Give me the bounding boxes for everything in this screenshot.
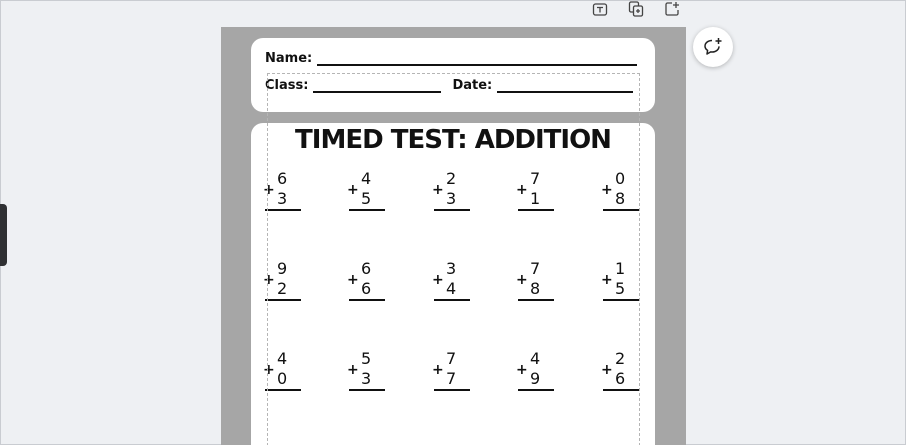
name-label: Name: <box>265 51 313 66</box>
worksheet-page[interactable] <box>221 27 686 445</box>
addition-problem <box>601 351 641 397</box>
addend-bottom: 6 <box>361 279 372 298</box>
addend-bottom: 2 <box>277 279 288 298</box>
student-info-card <box>251 38 655 112</box>
addend-top: 4 <box>277 349 288 368</box>
addition-problem <box>601 261 641 307</box>
plus-sign: + <box>263 362 275 378</box>
addend-top: 7 <box>446 349 457 368</box>
answer-line <box>434 299 470 301</box>
answer-line <box>349 209 385 211</box>
plus-sign: + <box>516 272 528 288</box>
plus-sign: + <box>516 182 528 198</box>
addition-problem <box>347 351 387 397</box>
text-box-icon[interactable] <box>592 1 608 17</box>
addition-problem <box>432 261 472 307</box>
addend-bottom: 6 <box>615 369 626 388</box>
addend-top: 2 <box>615 349 626 368</box>
answer-line <box>603 209 639 211</box>
plus-sign: + <box>432 362 444 378</box>
plus-sign: + <box>601 362 613 378</box>
class-line[interactable] <box>313 81 441 93</box>
side-panel-handle[interactable] <box>0 204 7 266</box>
addition-problem <box>263 261 303 307</box>
addend-bottom: 3 <box>446 189 457 208</box>
answer-line <box>518 299 554 301</box>
answer-line <box>265 299 301 301</box>
addend-bottom: 3 <box>361 369 372 388</box>
answer-line <box>603 299 639 301</box>
addend-top: 5 <box>361 349 372 368</box>
answer-line <box>349 299 385 301</box>
addend-bottom: 9 <box>530 369 541 388</box>
addition-problem <box>432 171 472 217</box>
addend-top: 7 <box>530 259 541 278</box>
date-label: Date: <box>452 78 493 93</box>
addition-problem <box>263 351 303 397</box>
answer-line <box>518 389 554 391</box>
addend-top: 1 <box>615 259 626 278</box>
addend-top: 6 <box>361 259 372 278</box>
addend-bottom: 4 <box>446 279 457 298</box>
addend-top: 4 <box>530 349 541 368</box>
addend-top: 0 <box>615 169 626 188</box>
answer-line <box>518 209 554 211</box>
addend-top: 7 <box>530 169 541 188</box>
answer-line <box>349 389 385 391</box>
plus-sign: + <box>601 182 613 198</box>
plus-sign: + <box>432 272 444 288</box>
addition-problem <box>516 261 556 307</box>
date-line[interactable] <box>497 81 633 93</box>
class-label: Class: <box>265 78 309 93</box>
add-page-icon[interactable] <box>664 1 680 17</box>
addition-problem <box>347 261 387 307</box>
addend-bottom: 1 <box>530 189 541 208</box>
plus-sign: + <box>432 182 444 198</box>
addend-top: 4 <box>361 169 372 188</box>
name-field[interactable] <box>265 51 637 66</box>
answer-line <box>434 209 470 211</box>
addend-top: 2 <box>446 169 457 188</box>
plus-sign: + <box>347 182 359 198</box>
addition-problem <box>432 351 472 397</box>
plus-sign: + <box>601 272 613 288</box>
plus-sign: + <box>347 272 359 288</box>
plus-sign: + <box>347 362 359 378</box>
addend-bottom: 0 <box>277 369 288 388</box>
name-line <box>317 54 637 66</box>
worksheet-title: TIMED TEST: ADDITION <box>295 125 611 155</box>
addend-top: 3 <box>446 259 457 278</box>
addend-bottom: 8 <box>530 279 541 298</box>
class-date-field <box>265 78 633 93</box>
addition-problem <box>516 351 556 397</box>
addition-problem <box>263 171 303 217</box>
answer-line <box>265 389 301 391</box>
add-comment-icon <box>702 36 724 58</box>
addition-problem <box>516 171 556 217</box>
addend-bottom: 8 <box>615 189 626 208</box>
duplicate-page-icon[interactable] <box>628 1 644 17</box>
answer-line <box>603 389 639 391</box>
addend-bottom: 5 <box>361 189 372 208</box>
addend-bottom: 3 <box>277 189 288 208</box>
plus-sign: + <box>516 362 528 378</box>
answer-line <box>265 209 301 211</box>
problems-card <box>251 123 655 445</box>
addend-bottom: 7 <box>446 369 457 388</box>
addition-problem <box>347 171 387 217</box>
plus-sign: + <box>263 272 275 288</box>
add-comment-button[interactable] <box>693 27 733 67</box>
addend-top: 9 <box>277 259 288 278</box>
addend-top: 6 <box>277 169 288 188</box>
addition-problem <box>601 171 641 217</box>
plus-sign: + <box>263 182 275 198</box>
addend-bottom: 5 <box>615 279 626 298</box>
answer-line <box>434 389 470 391</box>
